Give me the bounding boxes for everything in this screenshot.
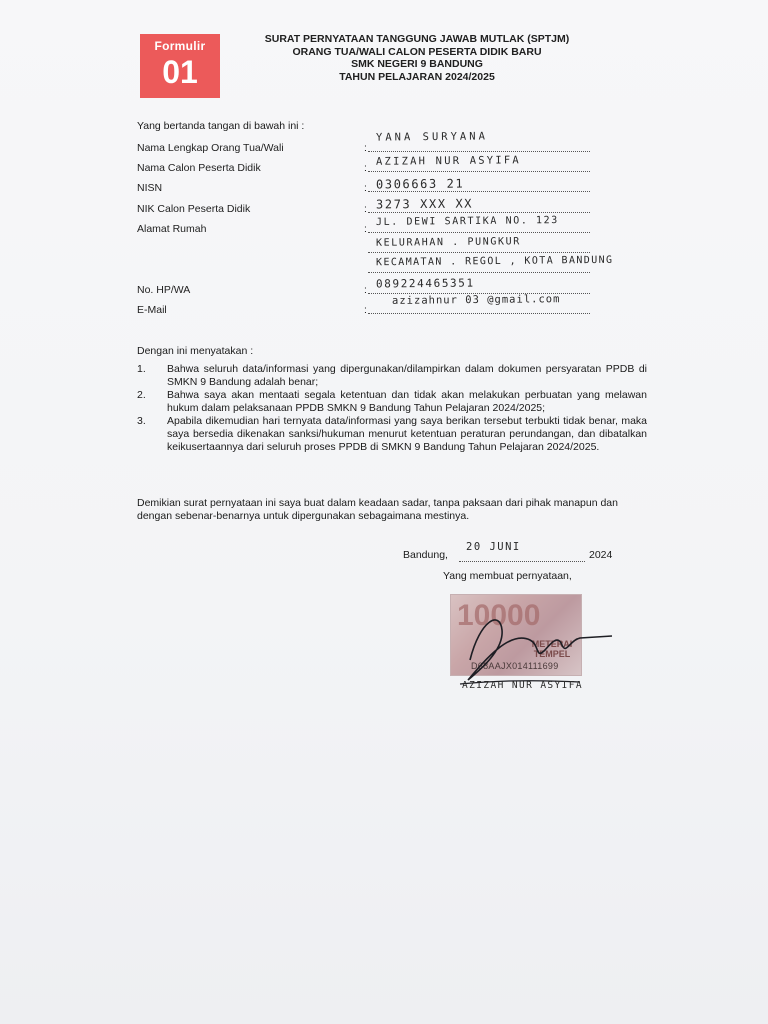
value-nik: 3273 XXX XX — [375, 196, 474, 212]
list-item — [137, 363, 647, 389]
stamp-value: 10000 — [457, 599, 541, 632]
list-item — [137, 389, 647, 415]
dotted-line — [368, 171, 590, 172]
signature-date: 20 JUNI — [466, 541, 521, 553]
colon: : — [364, 203, 367, 215]
value-phone: 089224465351 — [375, 276, 475, 291]
stamp-code: D68AAJX014111699 — [471, 661, 559, 671]
value-nisn: 0306663 21 — [375, 176, 465, 192]
dotted-line — [368, 313, 590, 314]
header-title: SURAT PERNYATAAN TANGGUNG JAWAB MUTLAK (SPTJM) — [264, 33, 570, 45]
dotted-line — [368, 212, 590, 213]
list-number: 2. — [137, 389, 146, 401]
colon: : — [364, 223, 367, 235]
dotted-line — [368, 232, 590, 233]
badge-number: 01 — [162, 54, 198, 90]
colon: : — [364, 142, 367, 154]
list-number: 3. — [137, 415, 146, 427]
header-year: TAHUN PELAJARAN 2024/2025 — [339, 70, 495, 83]
label-address: Alamat Rumah — [137, 223, 207, 235]
value-address-line3: KECAMATAN . REGOL , KOTA BANDUNG — [375, 254, 614, 269]
handwritten-signature — [440, 600, 620, 690]
dotted-line — [368, 272, 590, 273]
value-student-name: AZIZAH NUR ASYIFA — [375, 154, 521, 168]
badge-label: Formulir — [154, 39, 206, 53]
label-nisn: NISN — [137, 182, 163, 194]
document-header — [230, 33, 604, 83]
label-nik: NIK Calon Peserta Didik — [137, 203, 251, 215]
list-item — [137, 415, 647, 454]
signature-maker-label: Yang membuat pernyataan, — [443, 570, 572, 582]
list-text: Bahwa saya akan mentaati segala ketentuan dan tidak akan melakukan perbuatan yang melawan hukum dalam pelaksanaan PPDB SMKN 9 Bandung Tahun Pelajaran 2024/2025; — [167, 389, 647, 414]
value-address-line2: KELURAHAN . PUNGKUR — [375, 236, 521, 249]
value-email: azizahnur 03 @gmail.com — [391, 293, 561, 307]
closing-paragraph: Demikian surat pernyataan ini saya buat dalam keadaan sadar, tanpa paksaan dari pihak manapun dan dengan sebenar-benarnya untuk dipergunakan sebagaimana mestinya. — [137, 497, 618, 522]
statement-list — [137, 363, 647, 454]
declaration-intro: Dengan ini menyatakan : — [137, 345, 254, 357]
label-email: E-Mail — [137, 304, 167, 316]
formulir-badge — [140, 34, 220, 98]
dotted-line — [368, 252, 590, 253]
intro-text: Yang bertanda tangan di bawah ini : — [137, 120, 305, 132]
colon: : — [364, 304, 367, 316]
header-school: SMK NEGERI 9 BANDUNG — [351, 58, 483, 70]
value-parent-name: YANA SURYANA — [375, 130, 488, 144]
label-student-name: Nama Calon Peserta Didik — [137, 162, 261, 174]
signature-year: 2024 — [589, 549, 613, 561]
dotted-line — [368, 151, 590, 152]
dotted-line — [459, 561, 585, 562]
signer-name: AZIZAH NUR ASYIFA — [462, 680, 584, 691]
label-parent-name: Nama Lengkap Orang Tua/Wali — [137, 142, 284, 154]
value-address-line1: JL. DEWI SARTIKA NO. 123 — [375, 215, 559, 228]
label-phone: No. HP/WA — [137, 284, 191, 296]
colon: : — [364, 182, 367, 194]
list-number: 1. — [137, 363, 146, 375]
list-text: Bahwa seluruh data/informasi yang dipergunakan/dilampirkan dalam dokumen persyaratan PPDB di SMKN 9 Bandung adalah benar; — [167, 363, 647, 388]
colon: : — [364, 162, 367, 174]
signature-place: Bandung, — [403, 549, 448, 561]
header-subtitle: ORANG TUA/WALI CALON PESERTA DIDIK BARU — [292, 45, 542, 58]
list-text: Apabila dikemudian hari ternyata data/informasi yang saya berikan tersebut terbukti tidak benar, maka saya bersedia dikenakan sanksi/hukuman menurut ketentuan peraturan perundangan, dan dibatalkan keikusertaannya dari seluruh proses PPDB di SMKN 9 Bandung Tahun Pelajaran 2024/2025. — [167, 415, 647, 453]
dotted-line — [368, 191, 590, 192]
colon: : — [364, 284, 367, 296]
stamp-text: METERAI TEMPEL — [531, 639, 573, 659]
